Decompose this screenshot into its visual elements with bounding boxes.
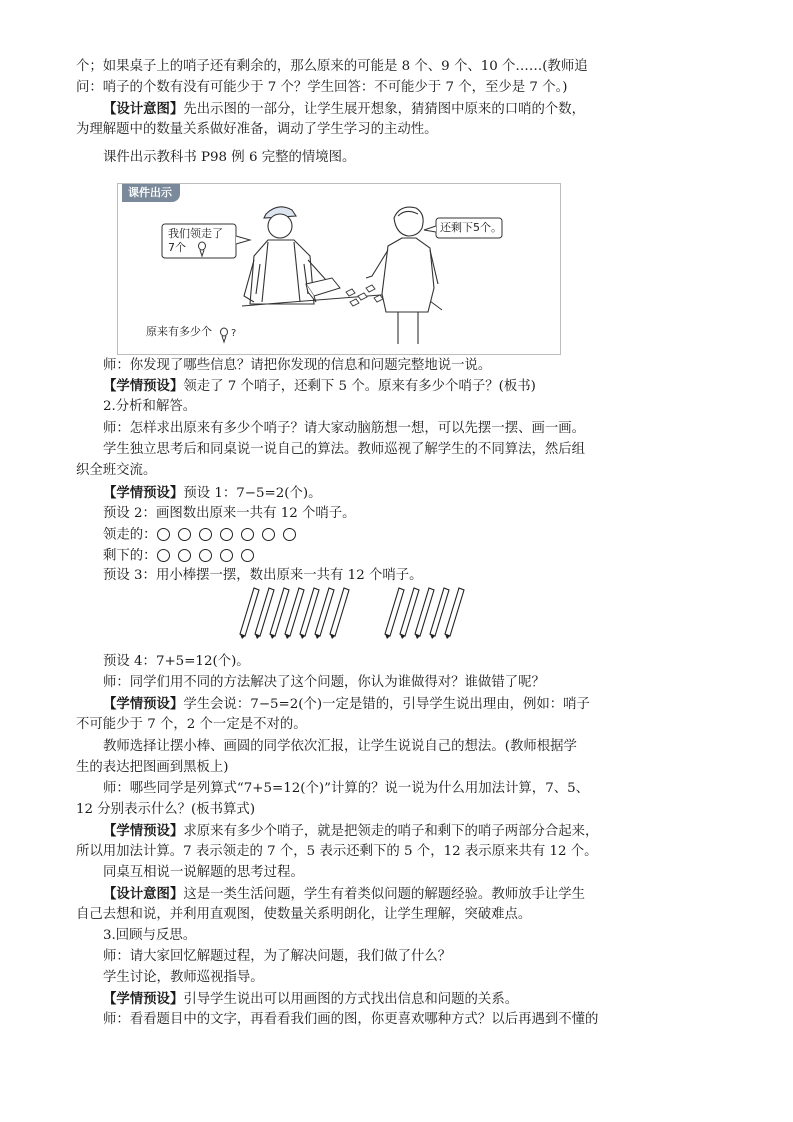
design-intent-line: 【设计意图】先出示图的一部分，让学生展开想象，猜猜图中原来的口哨的个数，: [103, 101, 586, 117]
text-line-21: 教师选择让摆小棒、画圆的同学依次汇报，让学生说说自己的想法。(教师根据学: [103, 739, 577, 754]
counting-sticks: [236, 584, 486, 644]
circle-remaining: [199, 549, 212, 562]
section-heading: 【学情预设】: [103, 485, 184, 501]
taken-circles-line: 领走的：: [103, 525, 304, 546]
text-line-16: 预设 3：用小棒摆一摆，数出原来一共有 12 个哨子。: [103, 568, 423, 583]
taken-circles: [157, 525, 304, 545]
section-heading: 【学情预设】: [103, 696, 184, 712]
text-line-9: 师：怎样求出原来有多少个哨子？请大家动脑筋想一想，可以先摆一摆、画一画。: [103, 421, 586, 436]
circle-taken: [157, 528, 170, 541]
text-line-13: 预设 2：画图数出原来一共有 12 个哨子。: [103, 506, 356, 521]
svg-text:?: ?: [231, 328, 237, 339]
text-line-11: 织全班交流。: [76, 463, 157, 478]
section-heading: 【学情预设】: [103, 991, 184, 1007]
circle-taken: [283, 528, 296, 541]
text-line-10: 学生独立思考后和同桌说一说自己的算法。教师巡视了解学生的不同算法，然后组: [103, 442, 586, 457]
figure-question: 原来有多少个: [146, 325, 212, 338]
text-line-29: 自己去想和说，并利用直观图，使数量关系明朗化，让学生理解，突破难点。: [76, 907, 532, 922]
text-line-24: 12 分别表示什么？(板书算式): [76, 802, 256, 817]
circle-taken: [241, 528, 254, 541]
section-heading: 【学情预设】: [103, 823, 184, 839]
remaining-circles-line: 剩下的：: [103, 546, 262, 567]
text-line-17: 预设 4：7+5=12(个)。: [103, 654, 250, 669]
text-line-1: 个；如果桌子上的哨子还有剩余的，那么原来的可能是 8 个、9 个、10 个……(教师追: [76, 59, 588, 74]
step-heading-2: 2.分析和解答。: [103, 399, 197, 414]
preset-line-12: 【学情预设】预设 1：7−5=2(个)。: [103, 485, 322, 501]
text-line-2: 问：哨子的个数有没有可能少于 7 个？学生回答：不可能少于 7 个，至少是 7 个。): [76, 80, 568, 95]
circle-remaining: [178, 549, 191, 562]
scene-figure: [117, 183, 561, 355]
teacher-figure: [366, 207, 438, 344]
text-line-18: 师：同学们用不同的方法解决了这个问题，你认为谁做得对？谁做错了呢？: [103, 675, 545, 690]
preset-line-7: 【学情预设】领走了 7 个哨子，还剩下 5 个。原来有多少个哨子？(板书): [103, 378, 536, 394]
text-line-4: 为理解题中的数量关系做好准备，调动了学生学习的主动性。: [76, 122, 438, 137]
text-line-22: 生的表达把图画到黑板上): [76, 760, 229, 775]
section-heading: 【设计意图】: [103, 886, 184, 902]
text-line-31: 师：请大家回忆解题过程，为了解决问题，我们做了什么？: [103, 949, 452, 964]
figure-tag: 课件出示: [122, 184, 180, 202]
section-heading: 【学情预设】: [103, 378, 184, 394]
text-line-20: 不可能少于 7 个，2 个一定是不对的。: [76, 717, 307, 732]
bubble-right-text: 还剩下5个。: [440, 221, 502, 234]
whistle-question-icon: [221, 328, 237, 342]
preset-line-19: 【学情预设】学生会说：7−5=2(个)一定是错的，引导学生说出理由，例如：哨子: [103, 696, 590, 712]
text-line-27: 同桌互相说一说解题的思考过程。: [103, 865, 304, 880]
text-line-23: 师：哪些同学是列算式“7+5=12(个)”计算的？说一说为什么用加法计算，7、5、: [103, 781, 590, 796]
bubble-left-line1: 我们领走了: [168, 227, 223, 240]
section-heading: 【设计意图】: [103, 101, 184, 117]
circle-taken: [199, 528, 212, 541]
bubble-left-line2: 7个: [168, 241, 186, 254]
circle-remaining: [220, 549, 233, 562]
preset-line-33: 【学情预设】引导学生说出可以用画图的方式找出信息和问题的关系。: [103, 991, 519, 1007]
text-line-5: 课件出示教科书 P98 例 6 完整的情境图。: [103, 150, 356, 165]
circle-remaining: [241, 549, 254, 562]
text-line-32: 学生讨论，教师巡视指导。: [103, 970, 264, 985]
circle-taken: [262, 528, 275, 541]
design-intent-line-2: 【设计意图】这是一类生活问题，学生有着类似问题的解题经验。教师放手让学生: [103, 886, 586, 902]
preset-line-25: 【学情预设】求原来有多少个哨子，就是把领走的哨子和剩下的哨子两部分合起来，: [103, 823, 599, 839]
circle-taken: [178, 528, 191, 541]
circle-remaining: [157, 549, 170, 562]
step-heading-3: 3.回顾与反思。: [103, 928, 197, 943]
circle-taken: [220, 528, 233, 541]
text-line-26: 所以用加法计算。7 表示领走的 7 个，5 表示还剩下的 5 个，12 表示原来共有 12 个。: [76, 844, 598, 859]
remaining-circles: [157, 546, 262, 566]
text-line-34: 师：看看题目中的文字，再看看我们画的图，你更喜欢哪种方式？以后再遇到不懂的: [103, 1012, 599, 1027]
text-line-6: 师：你发现了哪些信息？请把你发现的信息和问题完整地说一说。: [103, 358, 492, 373]
